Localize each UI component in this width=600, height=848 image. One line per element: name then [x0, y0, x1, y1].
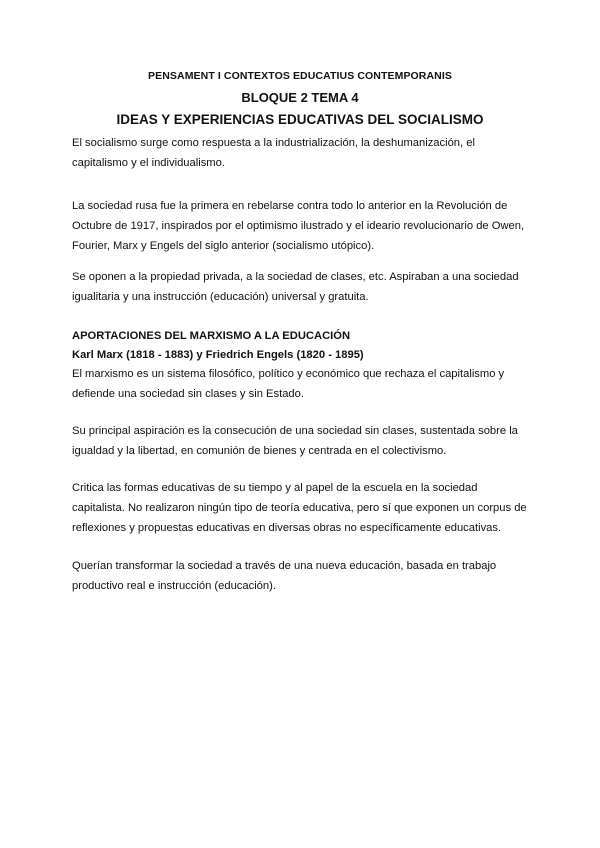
course-title: PENSAMENT I CONTEXTOS EDUCATIUS CONTEMPORANIS: [148, 70, 452, 82]
paragraph-text: La sociedad rusa fue la primera en rebelarse contra todo lo anterior en la Revolución de Octubre de 1917, inspirados por el optimismo ilustrado y el ideario revolucionario de Owen, Fourier, Marx y Engels del siglo anterior (socialismo utópico).: [72, 200, 525, 252]
section-heading: APORTACIONES DEL MARXISMO A LA EDUCACIÓN: [72, 330, 351, 342]
marxism-paragraph-4: [72, 556, 532, 596]
marxism-paragraph-1: [72, 364, 532, 404]
page-title: IDEAS Y EXPERIENCIAS EDUCATIVAS DEL SOCIALISMO: [116, 112, 484, 127]
section-subheading: Karl Marx (1818 - 1883) y Friedrich Engels (1820 - 1895): [72, 349, 364, 361]
paragraph-text: El socialismo surge como respuesta a la industrialización, la deshumanización, el capitalismo y el individualismo.: [72, 137, 475, 169]
paragraph-text: Querían transformar la sociedad a través de una nueva educación, basada en trabajo productivo real e instrucción (educación).: [72, 560, 497, 592]
paragraph-text: El marxismo es un sistema filosófico, político y económico que rechaza el capitalismo y defiende una sociedad sin clases y sin Estado.: [72, 368, 505, 400]
marxism-paragraph-3: [72, 478, 532, 538]
marxism-paragraph-2: [72, 421, 532, 461]
intro-paragraph-1: [72, 133, 532, 173]
block-title: BLOQUE 2 TEMA 4: [241, 90, 359, 105]
paragraph-text: Se oponen a la propiedad privada, a la sociedad de clases, etc. Aspiraban a una sociedad igualitaria y una instrucción (educación) universal y gratuita.: [72, 271, 519, 303]
paragraph-text: Su principal aspiración es la consecución de una sociedad sin clases, sustentada sobre la igualdad y la libertad, en comunión de bienes y centrada en el colectivismo.: [72, 425, 518, 457]
intro-paragraph-2: [72, 196, 532, 256]
intro-paragraph-3: [72, 267, 532, 307]
paragraph-text: Critica las formas educativas de su tiempo y al papel de la escuela en la sociedad capitalista. No realizaron ningún tipo de teoría educativa, pero sí que exponen un corpus de reflexiones y propuestas educativas en diversas obras no específicamente educativas.: [72, 482, 527, 534]
